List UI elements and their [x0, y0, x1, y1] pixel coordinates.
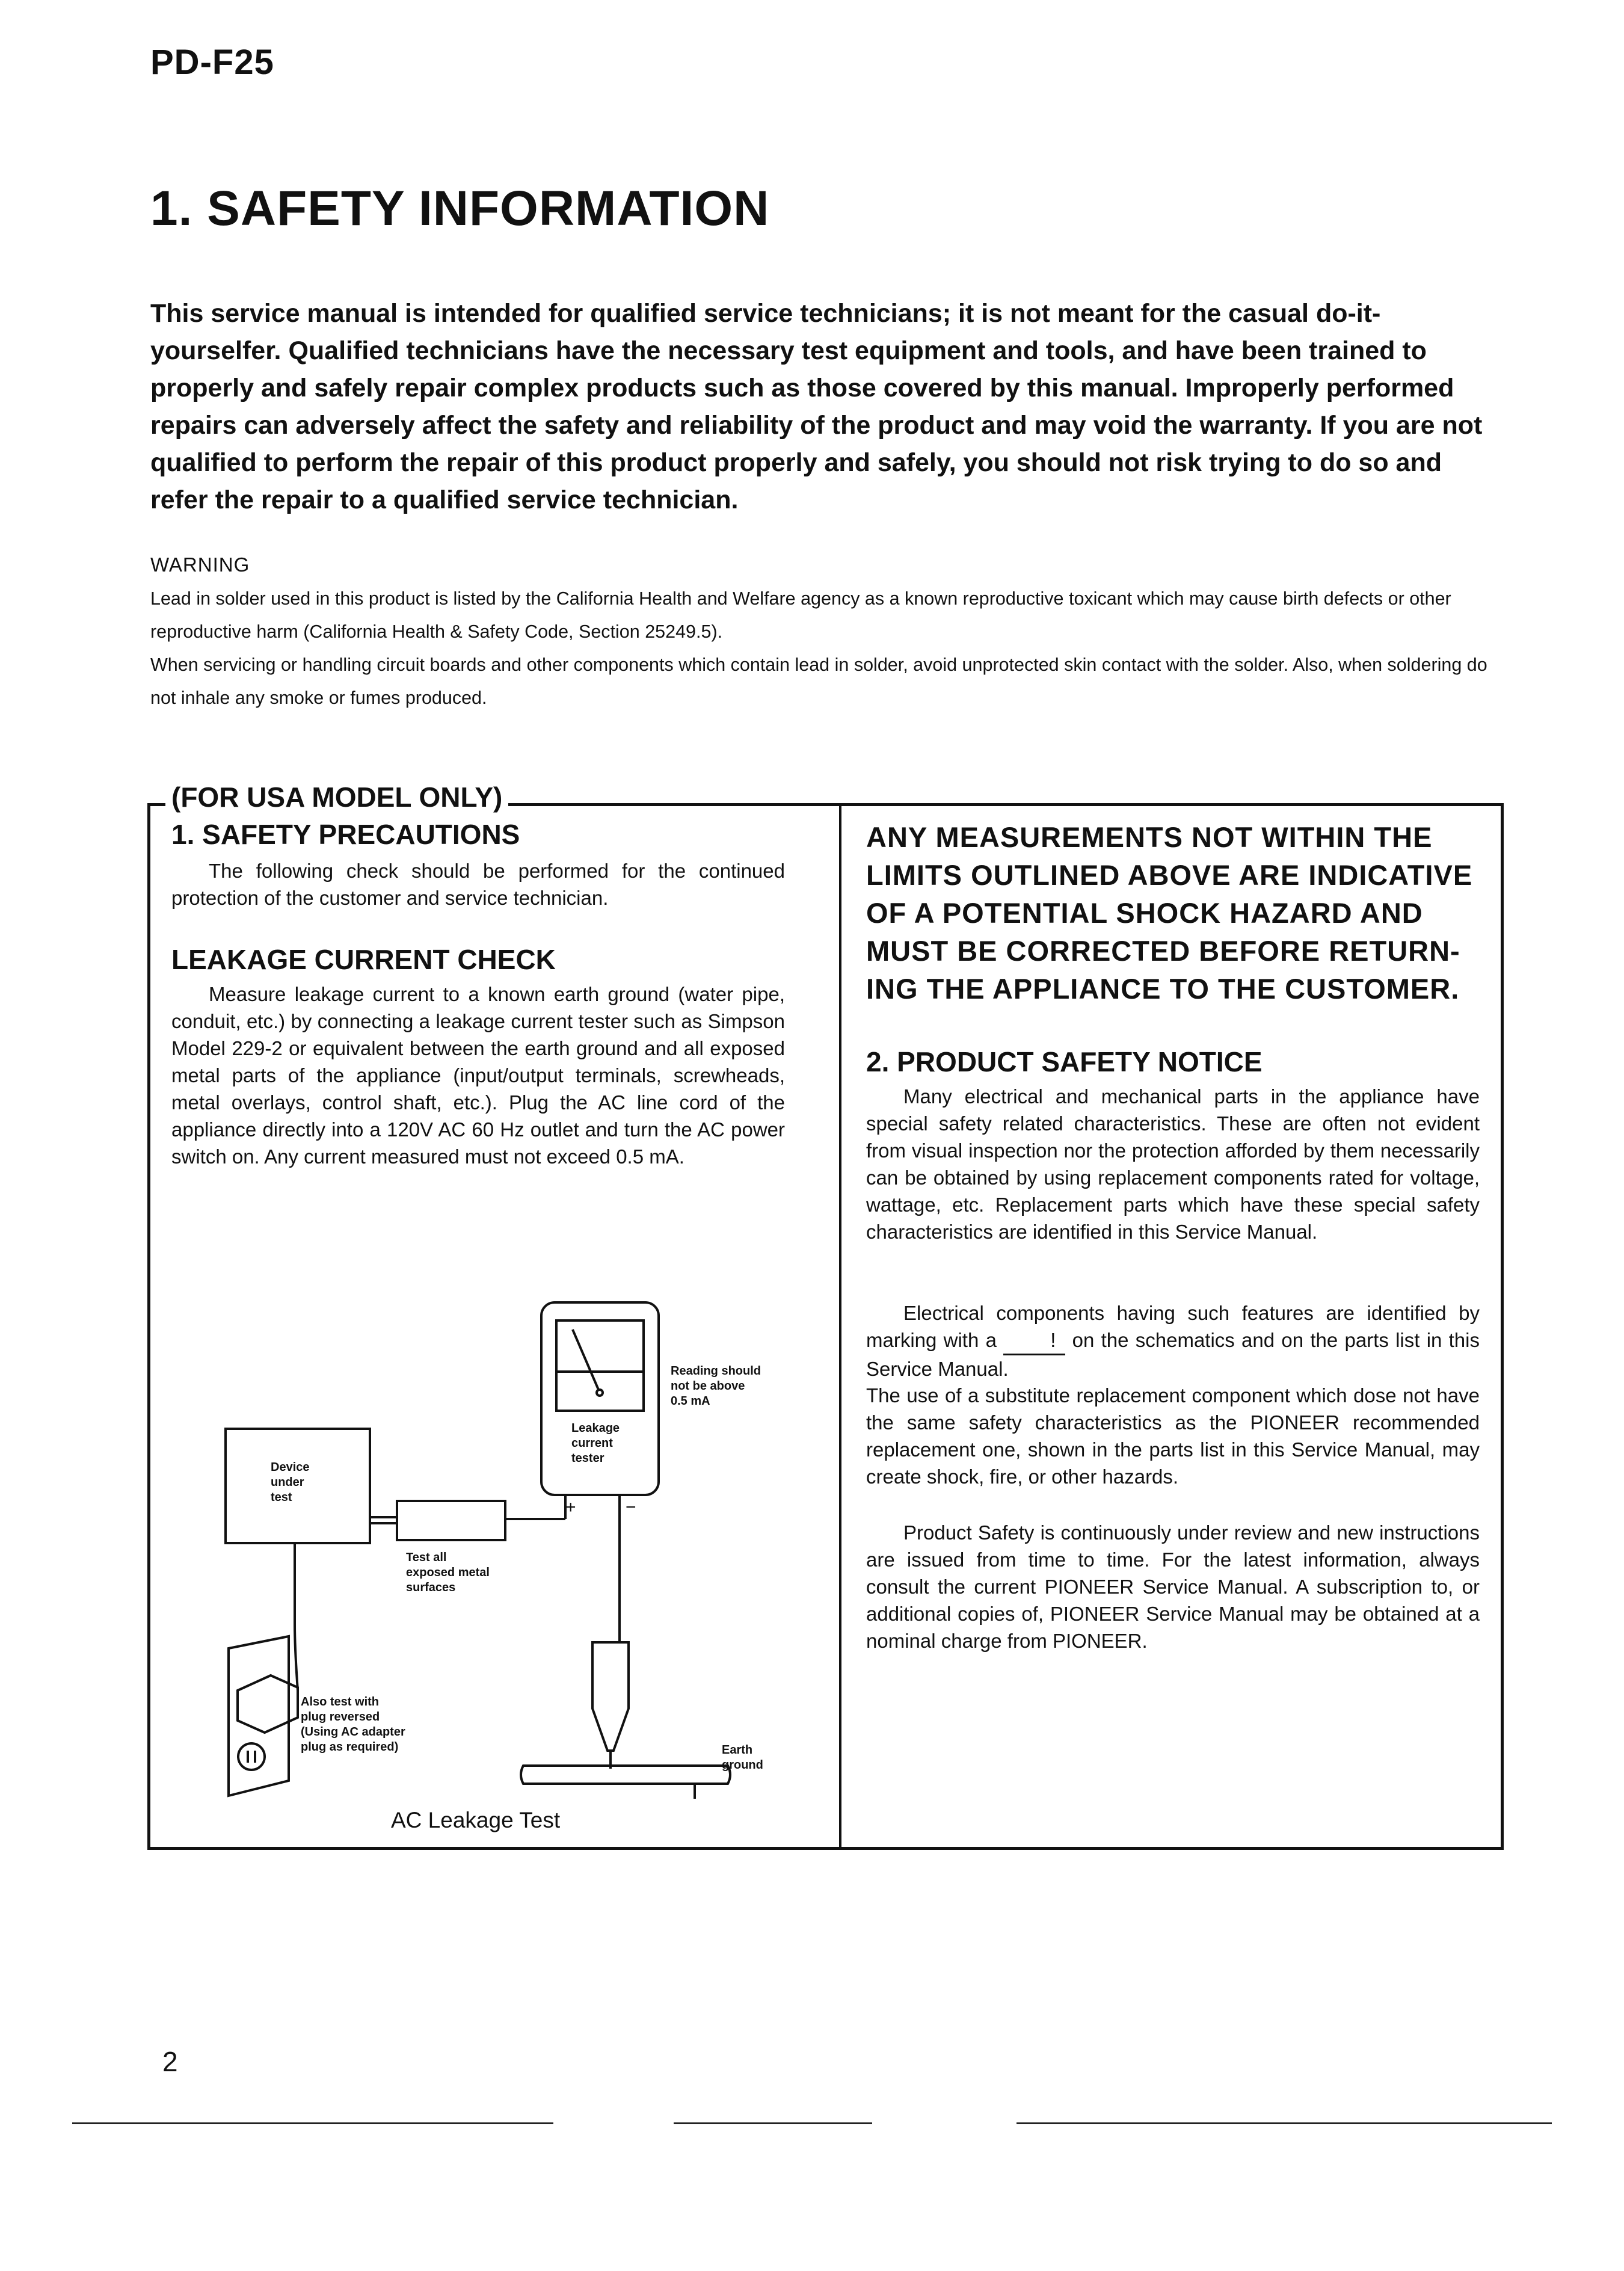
product-safety-paragraph-4: Product Safety is continuously under review and new instructions are issued from time to time. For the latest information, always consult the current PIONEER Service Manual. A subscription to, or additional copies of, PIONEER Service Manual may be obtained at a nominal charge from PIONEER.: [866, 1521, 1480, 1652]
plug-note-line2: plug reversed: [301, 1710, 380, 1724]
test-probe-bar: [397, 1501, 505, 1540]
meter-pivot: [597, 1390, 603, 1396]
meter-needle: [573, 1330, 598, 1390]
device-label-line3: test: [271, 1491, 292, 1504]
meter-face: [556, 1320, 644, 1411]
test-surfaces-line3: surfaces: [406, 1581, 456, 1594]
warning-text: [150, 582, 1510, 715]
product-safety-paragraph-2: [866, 1299, 1480, 1382]
tester-minus-mark: −: [626, 1497, 636, 1517]
plug-note-line4: plug as required): [301, 1740, 399, 1754]
test-surfaces-line2: exposed metal: [406, 1566, 490, 1579]
device-label-line1: Device: [271, 1461, 310, 1474]
footer-rule-middle: [674, 2122, 872, 2124]
safety-precautions-heading: 1. SAFETY PRECAUTIONS: [171, 819, 520, 850]
leakage-current-heading: LEAKAGE CURRENT CHECK: [171, 944, 556, 975]
safety-precautions-text: The following check should be performed for the continued protection of the customer and service technician.: [171, 860, 785, 909]
warning-label: WARNING: [150, 553, 250, 576]
shock-hazard-warning: ANY MEASUREMENTS NOT WITHIN THE LIMITS OUTLINED ABOVE ARE INDICATIVE OF A POTENTIAL SHOCK HAZARD AND MUST BE CORRECTED BEFORE RETURN-ING THE APPLIANCE TO THE CUSTOMER.: [866, 821, 1473, 1005]
marking-text-after: on the schematics and on the parts list in this Service Manual.: [866, 1329, 1480, 1380]
footer-rule-left: [72, 2122, 553, 2124]
tester-plus-mark: +: [565, 1497, 576, 1517]
tester-label-line3: tester: [571, 1452, 604, 1465]
leakage-tester-box: [541, 1302, 659, 1495]
intro-paragraph: This service manual is intended for qualified service technicians; it is not meant for the casual do-it-yourselfer. Qualified technicians have the necessary test equipment and tools, and have been trained to properly and safely repair complex products such as those covered by this manual. Improperly performed repairs can adversely affect the safety and reliability of the product and may void the warranty. If you are not qualified to perform the repair of this product properly and safely, you should not risk trying to do so and refer the repair to a qualified service technician.: [150, 299, 1483, 514]
usa-model-label: (FOR USA MODEL ONLY): [165, 781, 508, 813]
outlet-socket: [238, 1743, 265, 1770]
product-safety-heading: 2. PRODUCT SAFETY NOTICE: [866, 1046, 1263, 1077]
earth-label-line1: Earth: [722, 1743, 753, 1757]
leakage-current-text: Measure leakage current to a known earth ground (water pipe, conduit, etc.) by connecting a leakage current tester such as Simpson Model 229-2 or equivalent between the earth ground and all exposed metal parts of the appliance (input/output terminals, screwheads, metal overlays, control shaft, etc.). Plug the AC line cord of the appliance directly into a 120V AC 60 Hz outlet and turn the AC power switch on. Any current measured must not exceed 0.5 mA.: [171, 983, 785, 1168]
reading-label-line1: Reading should: [671, 1364, 761, 1378]
test-surfaces-line1: Test all: [406, 1551, 447, 1564]
device-label-line2: under: [271, 1476, 304, 1489]
warning-paragraph-lead: Lead in solder used in this product is listed by the California Health and Welfare agency as a known reproductive toxicant which may cause birth defects or other reproductive harm (California Health & Safety Code, Section 25249.5).: [150, 588, 1451, 642]
diagram-caption: AC Leakage Test: [391, 1808, 561, 1832]
product-safety-paragraph-1: Many electrical and mechanical parts in the appliance have special safety related characteristics. These are often not evident from visual inspection nor the protection afforded by them necessarily can be obtained by using replacement components rated for voltage, wattage, etc. Replacement parts which have these special safety characteristics are identified in this Service Manual.: [866, 1085, 1480, 1243]
marking-text-before: Electrical components having such features are identified by marking with a: [866, 1302, 1480, 1351]
power-cord: [295, 1543, 298, 1690]
ac-leakage-diagram: [205, 1287, 806, 1799]
warning-paragraph-handling: When servicing or handling circuit boards and other components which contain lead in solder, avoid unprotected skin contact with the solder. Also, when soldering do not inhale any smoke or fumes produced.: [150, 655, 1487, 708]
product-safety-paragraph-3: The use of a substitute replacement component which dose not have the same safety characteristics as the PIONEER recommended replacement one, shown in the parts list in this Service Manual, may create shock, fire, or other hazards.: [866, 1384, 1480, 1488]
reading-label-line3: 0.5 mA: [671, 1394, 710, 1408]
ground-clamp: [592, 1642, 629, 1751]
page-number: 2: [162, 2046, 178, 2077]
ac-leakage-diagram-svg: [205, 1287, 806, 1799]
tester-label-line2: current: [571, 1437, 613, 1450]
footer-rule-right: [1017, 2122, 1552, 2124]
plug-note-line3: (Using AC adapter: [301, 1725, 405, 1739]
column-divider: [839, 806, 841, 1847]
reading-label-line2: not be above: [671, 1379, 745, 1393]
model-number: PD-F25: [150, 43, 274, 82]
ground-pipe: [521, 1766, 730, 1784]
earth-label-line2: ground: [722, 1758, 763, 1772]
plug-note-line1: Also test with: [301, 1695, 380, 1709]
tester-label-line1: Leakage: [571, 1422, 620, 1435]
safety-mark-icon: !: [1003, 1327, 1065, 1355]
section-title: 1. SAFETY INFORMATION: [150, 181, 770, 236]
